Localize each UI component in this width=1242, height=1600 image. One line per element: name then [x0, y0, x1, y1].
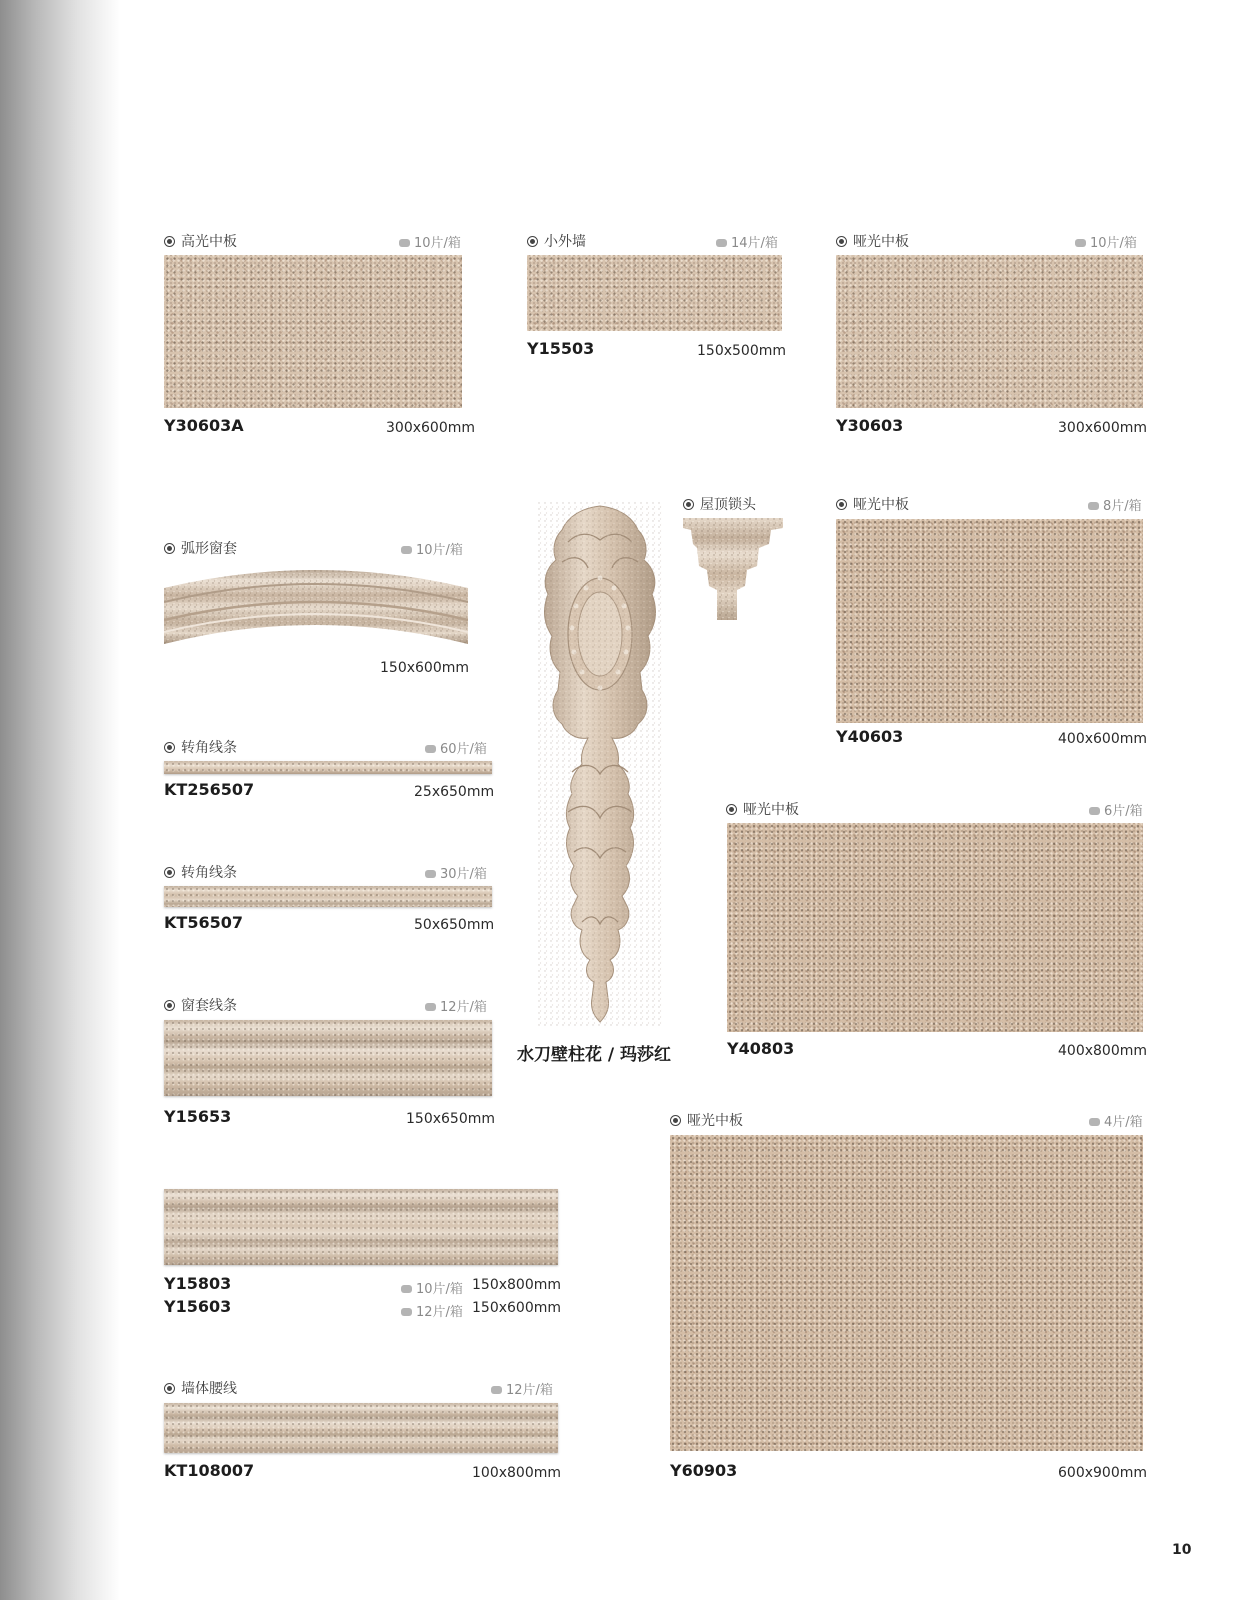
category-label: 墙体腰线 — [164, 1378, 237, 1398]
product-size: 600x900mm — [1058, 1465, 1148, 1481]
category-label: 屋顶锁头 — [683, 494, 756, 514]
category-label: 哑光中板 — [670, 1110, 743, 1130]
tile-Y60903 — [670, 1135, 1143, 1451]
molding-KT56507 — [164, 886, 492, 907]
product-code: Y30603 — [836, 416, 904, 435]
product-code: Y40603 — [836, 727, 904, 746]
bullet-icon — [527, 236, 538, 247]
product-code: Y30603A — [164, 416, 244, 435]
tile-Y30603A — [164, 255, 462, 408]
column-flower-image — [538, 502, 662, 1026]
product-code: KT56507 — [164, 913, 243, 932]
box-qty: 4片/箱 — [1089, 1111, 1143, 1130]
bullet-icon — [670, 1115, 681, 1126]
arch-molding-image — [164, 558, 468, 650]
molding-Y15653 — [164, 1020, 492, 1096]
box-icon — [425, 870, 436, 878]
bullet-icon — [164, 236, 175, 247]
molding-Y15803-Y15603 — [164, 1189, 558, 1265]
product-code: Y15603 — [164, 1297, 232, 1316]
product-size: 150x650mm — [406, 1111, 496, 1127]
box-icon — [401, 1308, 412, 1316]
bullet-icon — [683, 499, 694, 510]
box-qty: 10片/箱 — [399, 232, 461, 251]
molding-KT256507 — [164, 761, 492, 774]
column-flower-caption: 水刀壁柱花 / 玛莎红 — [517, 1045, 672, 1065]
box-qty: 30片/箱 — [425, 863, 487, 882]
category-label: 弧形窗套 — [164, 538, 237, 558]
box-icon — [399, 239, 410, 247]
box-icon — [1075, 239, 1086, 247]
box-qty: 8片/箱 — [1088, 495, 1142, 514]
page-number: 10 — [1172, 1542, 1192, 1558]
box-icon — [401, 1285, 412, 1293]
box-qty: 12片/箱 — [491, 1379, 553, 1398]
box-qty: 12片/箱 — [425, 996, 487, 1015]
product-size: 400x600mm — [1058, 731, 1148, 747]
bullet-icon — [164, 1000, 175, 1011]
product-size: 150x800mm — [472, 1277, 562, 1293]
category-label: 小外墙 — [527, 231, 586, 251]
product-size: 150x600mm — [472, 1300, 562, 1316]
product-code: Y40803 — [727, 1039, 795, 1058]
product-size: 50x650mm — [414, 917, 495, 933]
category-label: 转角线条 — [164, 862, 237, 882]
box-icon — [401, 546, 412, 554]
molding-KT108007 — [164, 1403, 558, 1453]
product-size: 150x500mm — [697, 343, 787, 359]
roof-lock-image — [683, 518, 783, 622]
product-code: KT108007 — [164, 1461, 255, 1480]
product-size: 100x800mm — [472, 1465, 562, 1481]
category-label: 哑光中板 — [836, 231, 909, 251]
box-qty: 12片/箱 — [401, 1301, 463, 1320]
box-icon — [491, 1386, 502, 1394]
category-label: 窗套线条 — [164, 995, 237, 1015]
product-code: Y15503 — [527, 339, 595, 358]
category-label: 转角线条 — [164, 737, 237, 757]
product-code: Y60903 — [670, 1461, 738, 1480]
product-size: 300x600mm — [386, 420, 476, 436]
tile-Y40803 — [727, 823, 1143, 1032]
binding-shadow — [0, 0, 120, 1600]
bullet-icon — [164, 742, 175, 753]
box-qty: 10片/箱 — [1075, 232, 1137, 251]
box-icon — [1089, 1118, 1100, 1126]
bullet-icon — [836, 499, 847, 510]
category-label: 高光中板 — [164, 231, 237, 251]
box-qty: 10片/箱 — [401, 539, 463, 558]
product-code: Y15653 — [164, 1107, 232, 1126]
bullet-icon — [164, 543, 175, 554]
product-size: 300x600mm — [1058, 420, 1148, 436]
product-size: 25x650mm — [414, 784, 495, 800]
tile-Y40603 — [836, 519, 1143, 723]
bullet-icon — [726, 804, 737, 815]
product-size: 150x600mm — [380, 660, 470, 676]
box-icon — [1089, 807, 1100, 815]
box-qty: 60片/箱 — [425, 738, 487, 757]
box-icon — [425, 745, 436, 753]
box-qty: 10片/箱 — [401, 1278, 463, 1297]
category-label: 哑光中板 — [726, 799, 799, 819]
tile-Y30603 — [836, 255, 1143, 408]
box-qty: 14片/箱 — [716, 232, 778, 251]
category-label: 哑光中板 — [836, 494, 909, 514]
product-code: KT256507 — [164, 780, 255, 799]
box-icon — [716, 239, 727, 247]
tile-Y15503 — [527, 255, 782, 331]
product-size: 400x800mm — [1058, 1043, 1148, 1059]
box-qty: 6片/箱 — [1089, 800, 1143, 819]
bullet-icon — [164, 867, 175, 878]
box-icon — [1088, 502, 1099, 510]
bullet-icon — [164, 1383, 175, 1394]
product-code: Y15803 — [164, 1274, 232, 1293]
bullet-icon — [836, 236, 847, 247]
box-icon — [425, 1003, 436, 1011]
